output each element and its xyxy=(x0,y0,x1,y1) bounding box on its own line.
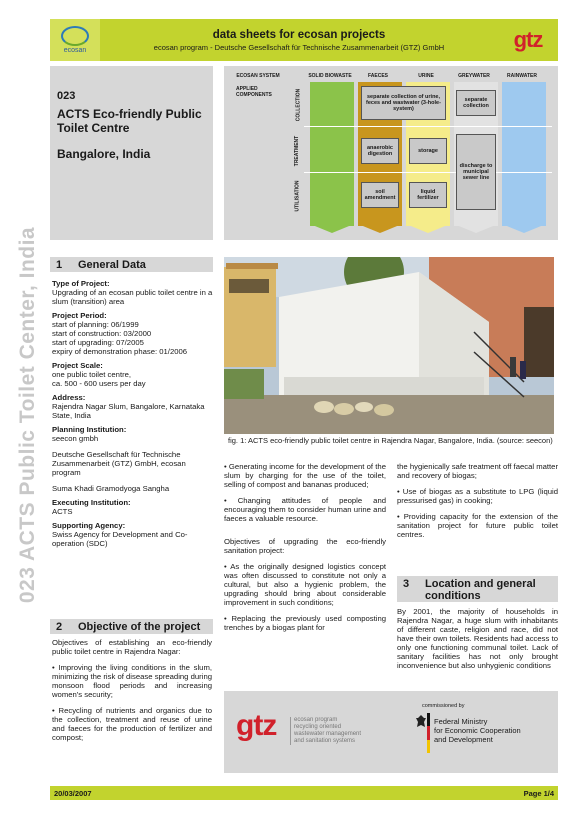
german-flag-icon xyxy=(427,713,430,753)
period-upgrading: start of upgrading: 07/2005 xyxy=(52,338,144,347)
planning-3: Suma Khadi Gramodyoga Sangha xyxy=(52,484,170,493)
photo-caption: fig. 1: ACTS eco-friendly public toilet centre in Rajendra Nagar, Bangalore, India. (source: seecon) xyxy=(228,436,553,445)
ministry-name: Federal Ministry for Economic Cooperation and Development xyxy=(434,717,521,744)
solid-bar xyxy=(310,82,354,226)
ecosan-system-diagram xyxy=(224,66,558,240)
box-soil-amendment: soil amendment xyxy=(361,182,399,208)
exec-value: ACTS xyxy=(52,507,73,516)
objectives-intro: Objectives of establishing an eco-friendly public toilet centre in Rajendra Nagar: xyxy=(52,638,212,656)
location-text: By 2001, the majority of households in Rajendra Nagar, a huge slum with inhabitants of different caste, religion and race, did not have their own toilets. Residents had access to only one functioning communal toilet. Lack of sanitary facilities has not only brought inconvenience but also unhygienic conditions xyxy=(397,607,558,670)
objective-bullet-1: • Improving the living conditions in the slum, minimizing the risk of disease spreading during monsoon flood periods and increasing women's security; xyxy=(52,663,212,699)
box-discharge: discharge to municipal sewer line xyxy=(456,134,496,210)
row-collection: COLLECTION xyxy=(295,88,302,122)
gtz-logo: gtz xyxy=(513,27,543,52)
middle-column xyxy=(224,462,386,632)
col-urine: URINE xyxy=(418,73,434,79)
side-title: 023 ACTS Public Toilet Center, India xyxy=(16,226,39,604)
page-number: Page 1/4 xyxy=(523,788,554,798)
col-greywater: GREYWATER xyxy=(458,73,490,79)
ecosan-logo: ecosan xyxy=(50,19,100,61)
upgrading-bullet-3: • Use of biogas as a substitute to LPG (liquid pressurised gas) in cooking; xyxy=(397,487,558,505)
header-title: data sheets for ecosan projects xyxy=(212,28,386,41)
scale-1: one public toilet centre, xyxy=(52,370,132,379)
project-number: 023 xyxy=(57,90,76,102)
col-solid-biowaste: SOLID BIOWASTE xyxy=(308,73,352,79)
scale-2: ca. 500 - 600 users per day xyxy=(52,379,146,388)
address-value: Rajendra Nagar Slum, Bangalore, Karnataka State, India xyxy=(52,402,205,420)
gtz-footer-subtitle: ecosan program recycling oriented wastewater management and sanitation systems xyxy=(290,717,361,745)
support-value: Swiss Agency for Development and Co-operation (SDC) xyxy=(52,530,188,548)
section-3-heading: 3 Location and general conditions xyxy=(397,576,558,602)
scale-label: Project Scale: xyxy=(52,361,103,370)
section-2-heading: 2 Objective of the project xyxy=(50,619,213,634)
right-column xyxy=(397,462,558,539)
footer-bar xyxy=(50,786,558,800)
period-planning: start of planning: 06/1999 xyxy=(52,320,139,329)
planning-label: Planning Institution: xyxy=(52,425,127,434)
gtz-footer-logo: gtz xyxy=(236,709,277,742)
project-location: Bangalore, India xyxy=(57,147,151,161)
row-treatment: TREATMENT xyxy=(294,135,301,167)
upgrading-bullet-1: • As the originally designed logistics concept was often discussed to constitute not only a cultural, but also a hygienic problem, the upgrading should bring about considerable improvement in such conditions; xyxy=(224,562,386,607)
project-name: ACTS Eco-friendly Public Toilet Centre xyxy=(57,107,202,135)
upgrading-bullet-2-cont: the hygienically safe treatment off faecal matter and recovery of biogas; xyxy=(397,462,558,480)
toilet-centre-photo xyxy=(224,257,554,434)
commissioned-by: commissioned by xyxy=(422,703,465,709)
period-expiry: expiry of demonstration phase: 01/2006 xyxy=(52,347,188,356)
project-box xyxy=(50,66,213,240)
objective-bullet-4: • Changing attitudes of people and encouraging them to consider human urine and faeces a valuable resource. xyxy=(224,496,386,523)
planning-2: Deutsche Gesellschaft für Technische Zusammenarbeit (GTZ) GmbH, ecosan program xyxy=(52,450,186,477)
type-value: Upgrading of an ecosan public toilet centre in a slum (transition) area xyxy=(52,288,213,306)
applied-components-label: APPLIED COMPONENTS xyxy=(236,86,272,98)
period-construction: start of construction: 03/2000 xyxy=(52,329,152,338)
eagle-icon xyxy=(416,715,426,729)
upgrading-bullet-2: • Replacing the previously used composting trenches by a biogas plant for xyxy=(224,614,386,632)
objectives-text xyxy=(52,638,212,742)
general-data xyxy=(52,276,214,548)
box-grey-collection: separate collection xyxy=(456,90,496,116)
footer-logos xyxy=(224,691,558,773)
box-liquid-fertilizer: liquid fertilizer xyxy=(409,182,447,208)
footer-date: 20/03/2007 xyxy=(54,788,92,798)
box-storage: storage xyxy=(409,138,447,164)
objective-bullet-3: • Generating income for the development of the slum by charging for the use of the toilet, selling of compost and bananas produced; xyxy=(224,462,386,489)
rainwater-bar xyxy=(502,82,546,226)
upgrading-bullet-4: • Providing capacity for the extension of the sanitation project for future public toilet centres. xyxy=(397,512,558,539)
objective-bullet-2: • Recycling of nutrients and organics due to the collection, treatment and reuse of urine and faeces for the production of fertilizer and compost; xyxy=(52,706,212,742)
col-faeces: FAECES xyxy=(367,73,388,79)
exec-label: Executing Institution: xyxy=(52,498,131,507)
col-ecosan-system: ECOSAN SYSTEM xyxy=(236,73,280,79)
section-1-heading: 1 General Data xyxy=(50,257,213,272)
support-label: Supporting Agency: xyxy=(52,521,126,530)
period-label: Project Period: xyxy=(52,311,107,320)
address-label: Address: xyxy=(52,393,86,402)
row-utilisation: UTILISATION xyxy=(294,180,301,212)
header-subtitle: ecosan program - Deutsche Gesellschaft für Technische Zusammenarbeit (GTZ) GmbH xyxy=(153,42,445,52)
type-label: Type of Project: xyxy=(52,279,110,288)
planning-1: seecon gmbh xyxy=(52,434,99,443)
diagram-arrows xyxy=(310,224,546,234)
header-bar xyxy=(50,19,558,61)
box-separate-collection: separate collection of urine, feces and wastwater (3-hole-system) xyxy=(361,86,446,120)
box-anaerobic-digestion: anaerobic digestion xyxy=(361,138,399,164)
col-rainwater: RAINWATER xyxy=(507,73,537,79)
upgrading-intro: Objectives of upgrading the eco-friendly sanitation project: xyxy=(224,537,386,555)
